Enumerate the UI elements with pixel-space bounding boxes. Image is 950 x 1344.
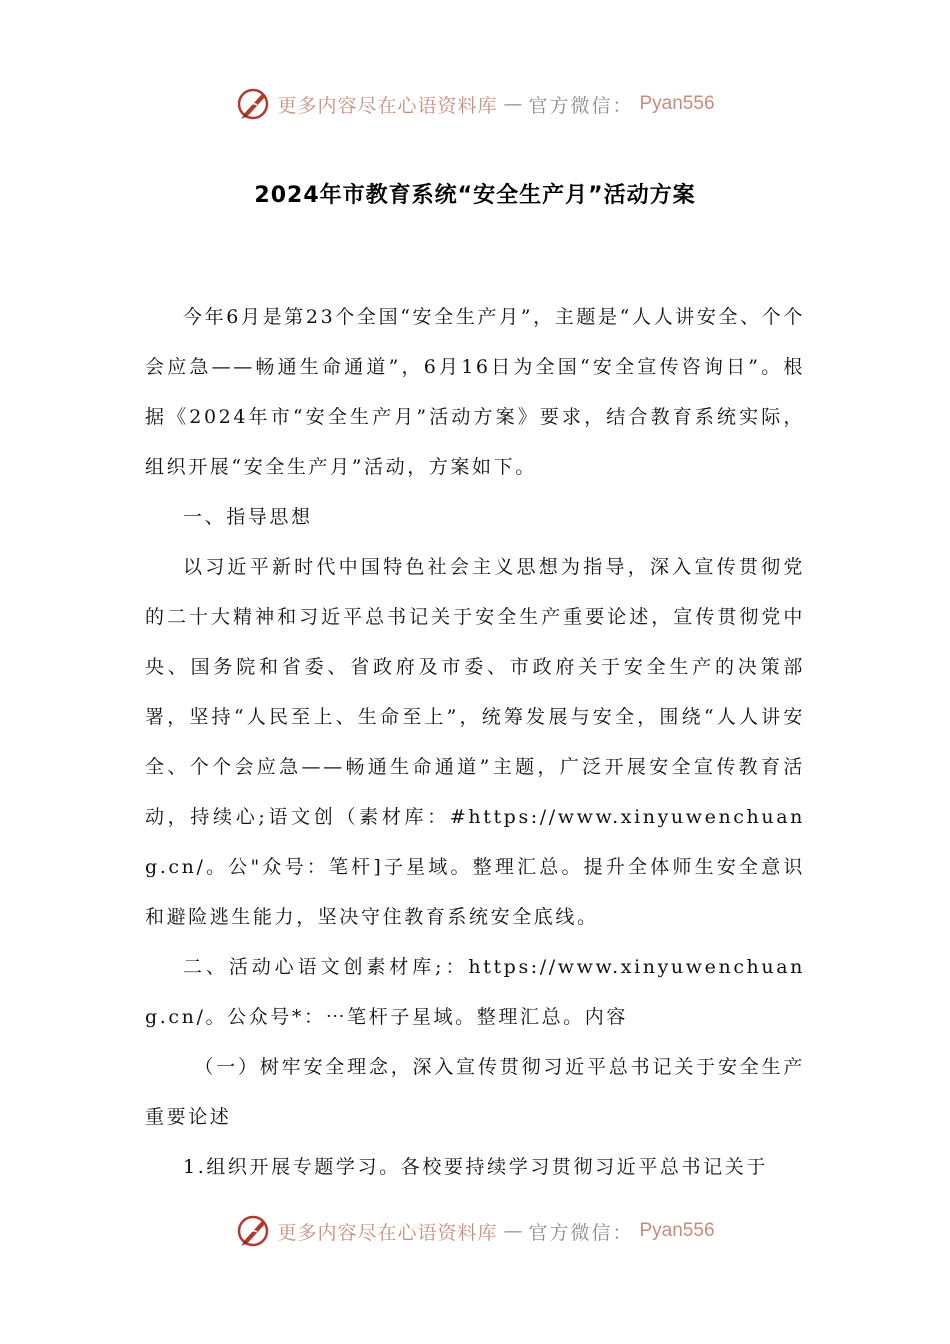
pen-logo-icon xyxy=(235,1213,271,1249)
paragraph-topic-study: 1.组织开展专题学习。各校要持续学习贯彻习近平总书记关于 xyxy=(183,1156,768,1178)
header-watermark-banner xyxy=(0,82,950,126)
banner-wechat-id: Pyan556 xyxy=(639,1220,715,1241)
paragraph-intro: 今年6月是第23个全国“安全生产月”，主题是“人人讲安全、个个会应急——畅通生命通道”，6月16日为全国“安全宣传咨询日”。根据《2024年市“安全生产月”活动方案》要求，结合教育系统实际，组织开展“安全生产月”活动，方案如下。 xyxy=(145,306,805,478)
paragraph-guiding-thought: 以习近平新时代中国特色社会主义思想为指导，深入宣传贯彻党的二十大精神和习近平总书记关于安全生产重要论述，宣传贯彻党中央、国务院和省委、省政府及市委、市政府关于安全生产的决策部署，坚持“人民至上、生命至上”，统筹发展与安全，围绕“人人讲安全、个个会应急——畅通生命通道”主题，广泛开展安全宣传教育活动，持续心;语文创（素材库：#https://www.xinyuwenchuang.cn/。公"众号：笔杆]子星域。整理汇总。提升全体师生安全意识和避险逃生能力，坚决守住教育系统安全底线。 xyxy=(145,556,805,928)
subheading-safety-concept: （一）树牢安全理念，深入宣传贯彻习近平总书记关于安全生产重要论述 xyxy=(145,1056,805,1128)
banner-wechat-id: Pyan556 xyxy=(639,93,715,114)
banner-wechat-label: 官方微信： xyxy=(528,1221,634,1244)
heading-guiding-thought: 一、指导思想 xyxy=(183,506,313,528)
banner-dash: — xyxy=(503,1220,523,1242)
banner-dash: — xyxy=(503,93,523,115)
banner-site-text: 更多内容尽在心语资料库 xyxy=(277,94,498,117)
document-body xyxy=(145,292,805,1192)
pen-logo-icon xyxy=(235,86,271,122)
banner-wechat-label: 官方微信： xyxy=(528,94,634,117)
heading-activity-content: 二、活动心语文创素材库;：https://www.xinyuwenchuang.cn/。公众号*：⋯笔杆子星域。整理汇总。内容 xyxy=(145,956,805,1028)
footer-watermark-banner xyxy=(0,1209,950,1253)
banner-site-text: 更多内容尽在心语资料库 xyxy=(277,1221,498,1244)
document-title: 2024年市教育系统“安全生产月”活动方案 xyxy=(254,183,696,208)
